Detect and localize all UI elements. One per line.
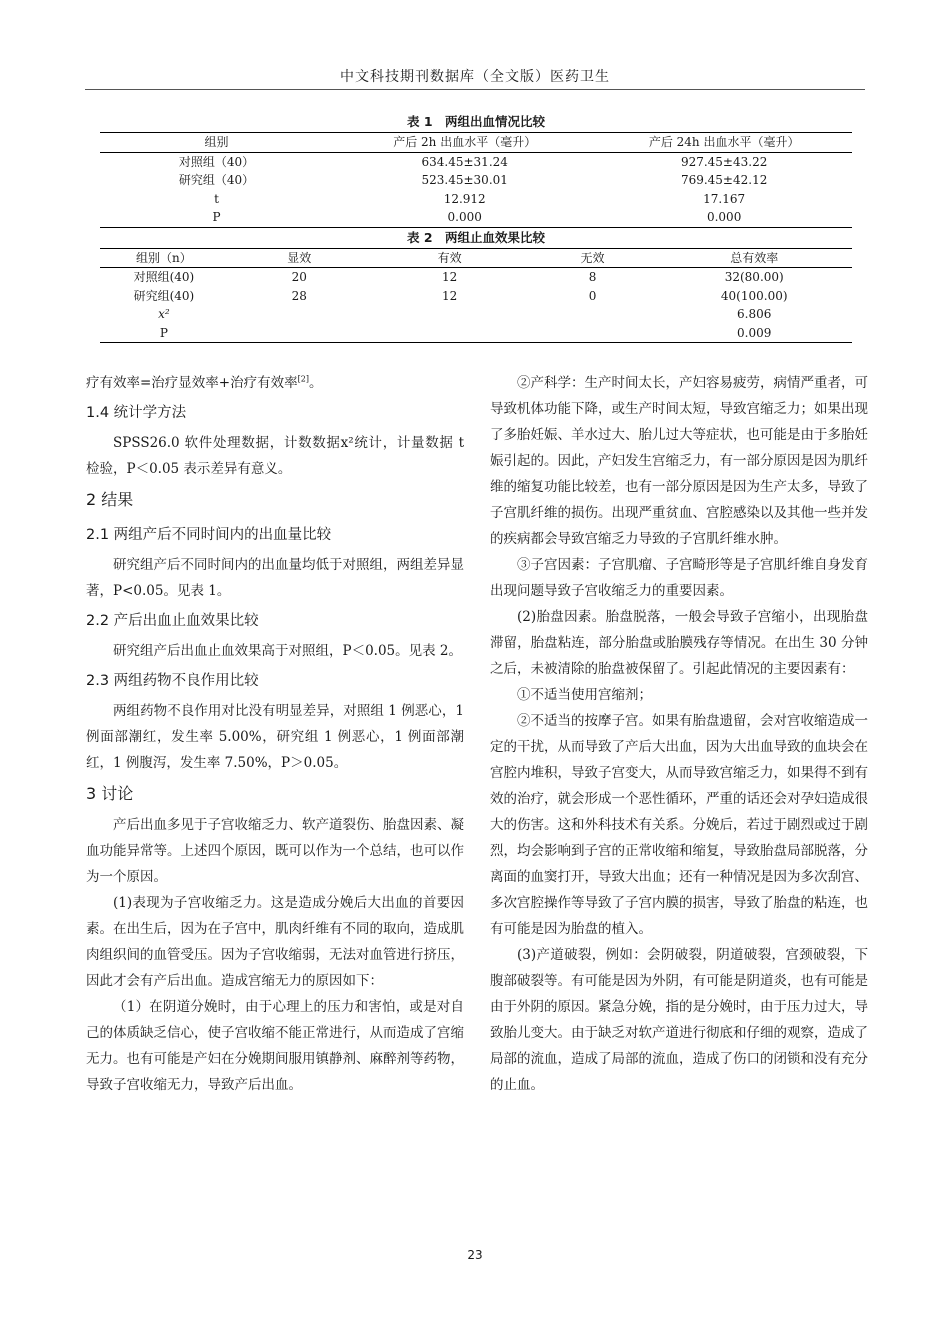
journal-header: 中文科技期刊数据库（全文版）医药卫生	[340, 69, 610, 85]
table2-cell: 32(80.00)	[724, 270, 784, 284]
paragraph: SPSS26.0 软件处理数据，计数数据x²统计，计量数据 t 检验，P＜0.05 表示差异有意义。	[86, 435, 464, 477]
table1-cell: 12.912	[443, 191, 486, 206]
table2-cell: 研究组(40)	[133, 288, 195, 303]
table2-cell: 6.806	[737, 307, 772, 321]
table1-row	[100, 208, 852, 227]
table2-cell	[529, 305, 657, 324]
section-heading: 3 讨论	[86, 784, 134, 803]
table1-row	[100, 171, 852, 190]
paragraph-text: 。	[308, 375, 323, 391]
page-number: 23	[467, 1248, 483, 1262]
table1-cell: 769.45±42.12	[680, 173, 768, 187]
table2-cell: 0	[588, 288, 597, 303]
table2-header-cell: 无效	[529, 248, 657, 268]
paragraph: (3)产道破裂，例如：会阴破裂，阴道破裂，宫颈破裂，下腹部破裂等。有可能是因为外阴，有可能是阴道炎，也有可能是由于外阴的原因。紧急分娩，指的是分娩时，由于压力过大，导致胎儿变大。由于缺乏对软产道进行彻底和仔细的观察，造成了局部的流血，造成了局部的流血，造成了伤口的闭锁和没有充分的止血。	[490, 947, 868, 1093]
table2-header-cell: 总有效率	[656, 248, 852, 268]
table2-cell: 40(100.00)	[720, 288, 788, 303]
table2-cell	[228, 305, 371, 324]
section-heading: 2.3 两组药物不良作用比较	[86, 673, 259, 689]
table2-row	[100, 305, 852, 324]
section-heading: 1.4 统计学方法	[86, 405, 187, 421]
table2-cell: 对照组(40)	[133, 270, 195, 284]
table2-cell: 28	[291, 288, 307, 303]
table1-header-cell: 组别	[100, 133, 333, 153]
paragraph: (2)胎盘因素。胎盘脱落，一般会导致子宫缩小，出现胎盘滞留，胎盘粘连，部分胎盘或胎膜残存等情况。在出生 30 分钟之后，未被清除的胎盘被保留了。引起此情况的主要因素有：	[490, 609, 868, 677]
table1-caption: 表 1 两组出血情况比较	[406, 114, 546, 129]
table2-cell	[371, 324, 529, 343]
table2-header-cell: 显效	[228, 248, 371, 268]
table2-cell: 12	[442, 270, 458, 284]
header-rule	[85, 89, 865, 90]
table1-cell: 523.45±30.01	[421, 173, 508, 187]
table2-row	[100, 324, 852, 343]
table2-cell: 8	[588, 270, 597, 284]
citation-ref: [2]	[297, 374, 309, 384]
table1-cell: 0.000	[706, 210, 742, 224]
table2-cell	[228, 324, 371, 343]
paragraph: ①不适当使用宫缩剂；	[517, 687, 652, 703]
table1-cell: 0.000	[447, 210, 482, 224]
table1-header-cell: 产后 2h 出血水平（毫升）	[333, 133, 596, 153]
table2-cell: 0.009	[737, 325, 772, 340]
table1-row	[100, 152, 852, 171]
paragraph: ②产科学：生产时间太长，产妇容易疲劳，病情严重者，可导致机体功能下降，或生产时间太短，导致宫缩乏力；如果出现了多胎妊娠、羊水过大、胎儿过大等症状，也可能是由于多胎妊娠引起的。因此，产妇发生宫缩乏力，有一部分原因是因为肌纤维的缩复功能比较差，也有一部分原因是因为生产太多，导致了子宫肌纤维的损伤。出现严重贫血、宫腔感染以及其他一些并发的疾病都会导致宫缩乏力导致的子宫肌纤维水肿。	[490, 375, 868, 547]
table1-cell: P	[212, 210, 221, 224]
table2-row	[100, 287, 852, 306]
paragraph: ③子宫因素：子宫肌瘤、子宫畸形等是子宫肌纤维自身发育出现问题导致子宫收缩乏力的重要因素。	[490, 557, 868, 599]
paragraph	[86, 370, 464, 396]
section-heading: 2 结果	[86, 490, 134, 509]
table2-cell: P	[159, 325, 168, 340]
paragraph: （1）在阴道分娩时，由于心理上的压力和害怕，或是对自己的体质缺乏信心，使子宫收缩不能正常进行，从而造成了宫缩无力。也有可能是产妇在分娩期间服用镇静剂、麻醉剂等药物，导致子宫收缩无力，导致产后出血。	[86, 999, 464, 1093]
table2	[100, 248, 852, 344]
right-column	[490, 370, 868, 1098]
table2-cell: 12	[442, 288, 458, 303]
table1-row	[100, 190, 852, 209]
table2-header-row	[100, 248, 852, 268]
paragraph: 两组药物不良作用对比没有明显差异，对照组 1 例恶心，1 例面部潮红，发生率 5.00%，研究组 1 例恶心，1 例面部潮红，1 例腹泻，发生率 7.50%，P＞0.05。	[86, 703, 464, 771]
table2-cell: x²	[158, 307, 170, 321]
left-column	[86, 370, 464, 1098]
section-heading: 2.2 产后出血止血效果比较	[86, 613, 259, 629]
table1-cell: 研究组（40）	[178, 173, 255, 187]
tables-block	[100, 112, 852, 343]
table2-header-cell: 有效	[371, 248, 529, 268]
table1-cell: 对照组（40）	[178, 154, 255, 169]
table1-cell: 927.45±43.22	[680, 154, 768, 169]
table2-cell: 20	[291, 270, 307, 284]
table1-header-cell: 产后 24h 出血水平（毫升）	[596, 133, 852, 153]
paragraph: 研究组产后不同时间内的出血量均低于对照组，两组差异显著，P<0.05。见表 1。	[86, 557, 464, 599]
table2-row	[100, 268, 852, 287]
table1-cell: t	[214, 191, 219, 206]
table1-header-row	[100, 133, 852, 153]
paragraph: ②不适当的按摩子宫。如果有胎盘遗留，会对宫收缩造成一定的干扰，从而导致了产后大出血，因为大出血导致的血块会在宫腔内堆积，导致子宫变大，从而导致宫缩乏力，如果得不到有效的治疗，就会形成一个恶性循环，严重的话还会对孕妇造成很大的伤害。这和外科技术有关系。分娩后，若过于剧烈或过于剧烈，均会影响到子宫的正常收缩和缩复，导致胎盘局部脱落，分离面的血窦打开，导致大出血；还有一种情况是因为多次刮宫、多次宫腔操作等导致了子宫内膜的损害，导致了胎盘的粘连，也有可能是因为胎盘的植入。	[490, 713, 868, 937]
table1-cell: 17.167	[703, 191, 746, 206]
table1	[100, 132, 852, 228]
table1-cell: 634.45±31.24	[421, 154, 508, 169]
paragraph: (1)表现为子宫收缩乏力。这是造成分娩后大出血的首要因素。在出生后，因为在子宫中，肌肉纤维有不同的取向，造成肌肉组织间的血管受压。因为子宫收缩弱，无法对血管进行挤压，因此才会有产后出血。造成宫缩无力的原因如下：	[86, 895, 464, 989]
section-heading: 2.1 两组产后不同时间内的出血量比较	[86, 527, 332, 543]
table2-caption: 表 2 两组止血效果比较	[406, 229, 546, 245]
table2-header-cell: 组别（n）	[100, 248, 228, 268]
paragraph: 产后出血多见于子宫收缩乏力、软产道裂伤、胎盘因素、凝血功能异常等。上述四个原因，既可以作为一个总结，也可以作为一个原因。	[86, 817, 464, 885]
table2-cell	[529, 324, 657, 343]
paragraph: 研究组产后出血止血效果高于对照组，P＜0.05。见表 2。	[113, 643, 463, 659]
paragraph-text: 疗有效率=治疗显效率+治疗有效率	[86, 375, 298, 391]
table2-cell	[371, 305, 529, 324]
